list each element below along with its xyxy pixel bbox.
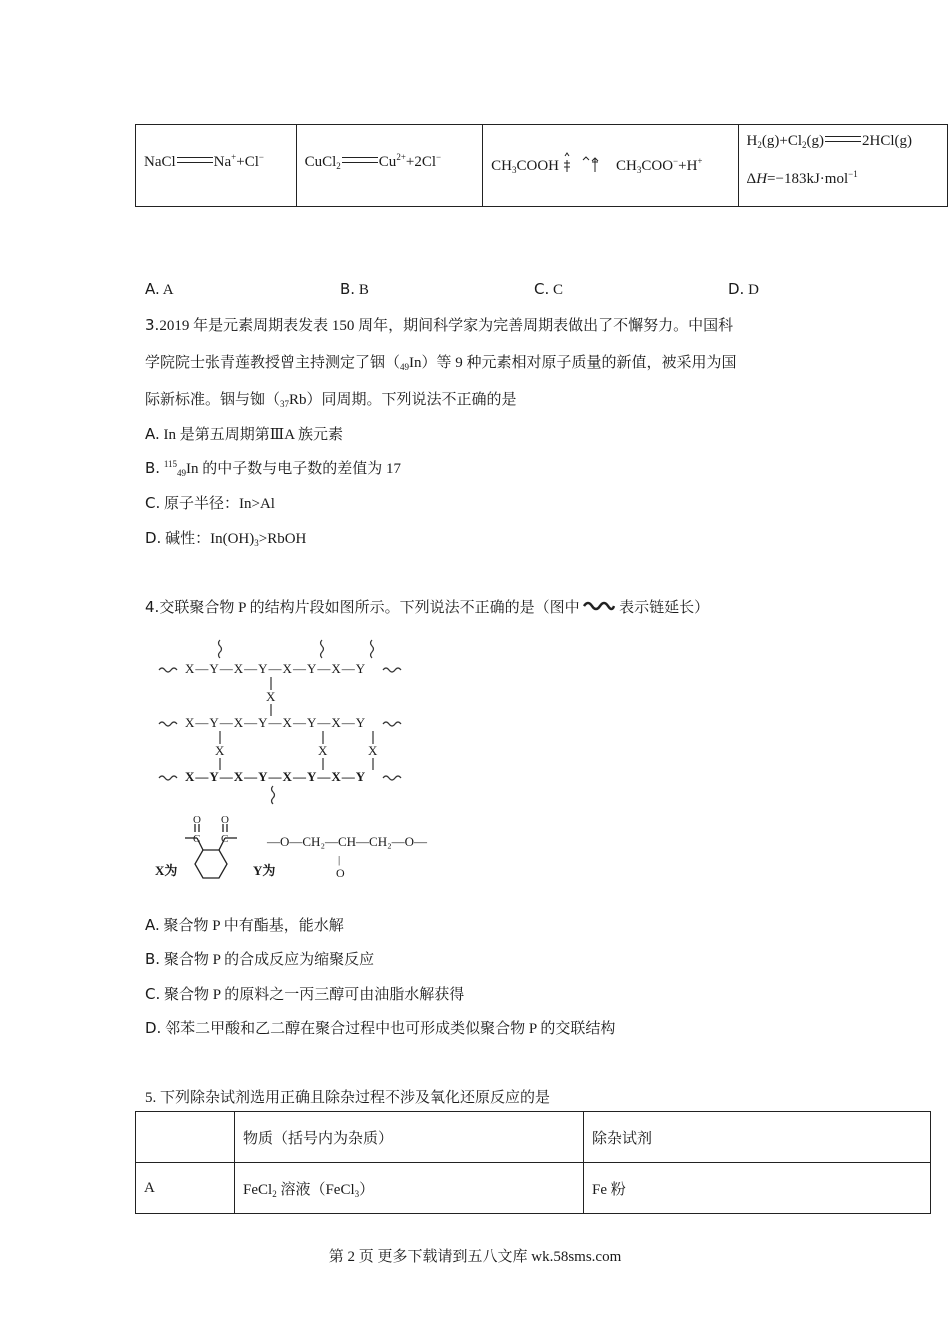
polymer-chain-row-3: X—Y—X—Y—X—Y—X—Y [185,769,367,784]
table-cell-label: A [136,1163,235,1214]
equation-cell-4 [739,125,947,206]
q3-option-c: C. 原子半径：In>Al [145,494,275,512]
q3-stem-line3: 际新标准。铟与铷$(_{37}Rb)$同周期。下列说法不正确的是 [145,392,517,409]
svg-text:X: X [215,743,225,758]
svg-text:X: X [318,743,328,758]
q3-option-a: A. In 是第五周期第ⅢA 族元素 [145,425,343,443]
svg-text:X: X [368,743,378,758]
svg-text:O: O [193,816,201,826]
q4-option-d: D. 邻苯二甲酸和乙二醇在聚合过程中也可形成类似聚合物 P 的交联结构 [145,1019,616,1037]
y-label: Y为 [253,863,276,878]
equation-nacl: NaCl Na++Cl− [144,152,264,170]
polymer-structure-diagram [155,630,428,896]
table-cell-reagent: Fe 粉 [584,1163,931,1214]
q2-option-d: D. D [728,280,759,298]
svg-text:O: O [221,816,229,826]
equation-acetic-acid: $CH_3COOH$ $CH_3COO^-+H^+$ [491,152,702,175]
y-formula: —O—CH₂—CH—CH₂—O— [267,834,428,849]
q5-stem: 5. 下列除杂试剂选用正确且除杂过程不涉及氧化还原反应的是 [145,1090,551,1106]
svg-text:C: C [221,833,229,845]
q4-stem: 4.交联聚合物 P 的结构片段如图所示。下列说法不正确的是（图中 表示链延长） [145,598,710,616]
q2-option-b: B. B [340,280,369,298]
table-cell-substance: FeCl$_2$ 溶液（FeCl$_3$） [235,1163,584,1214]
q2-option-a: A. A [145,280,174,298]
reversible-arrow-icon [563,152,605,174]
equation-cell-2 [297,125,484,206]
q4-option-b: B. 聚合物 P 的合成反应为缩聚反应 [145,950,375,968]
q3-stem-line2: 学院院士张青莲教授曾主持测定了铟$(_{49}In)$等 9 种元素相对原子质量的新值，被采用为国 [145,355,737,372]
polymer-chain-row-2: X—Y—X—Y—X—Y—X—Y [185,715,367,730]
table-header-cell [136,1112,235,1163]
svg-text:X: X [266,689,276,704]
q4-option-a: A. 聚合物 P 中有酯基，能水解 [145,916,344,934]
q3-option-b: B. $^{115}_{49}$In 的中子数与电子数的差值为 17 [145,459,401,478]
equation-hcl: $H_2(g)+Cl_2(g)$ 2HCl(g) [746,133,912,150]
enthalpy-change: ΔH=−183kJ·mol$^{-1}$ [746,169,858,187]
q5-table [135,1111,931,1214]
table-header-row [136,1112,931,1163]
q4-option-c: C. 聚合物 P 的原料之一丙三醇可由油脂水解获得 [145,985,465,1003]
page-footer: 第 2 页 更多下载请到五八文库 wk.58sms.com [328,1249,622,1265]
table-header-cell: 物质（括号内为杂质） [235,1112,584,1163]
svg-text:C: C [193,833,201,845]
q2-option-c: C. C [534,280,564,298]
table-row [136,1163,931,1214]
wavy-chain-icon [583,600,615,612]
y-branch-oxygen: O [336,866,345,880]
equation-cell-3 [483,125,738,206]
x-label: X为 [155,863,178,878]
y-branch-bond: | [338,854,341,866]
polymer-chain-row-1: X—Y—X—Y—X—Y—X—Y [185,661,367,676]
equation-cell-1 [136,125,297,206]
equation-table [135,124,948,207]
q3-option-d: D. 碱性：$In(OH)_3>RbOH$ [145,529,307,548]
equation-cucl2: CuCl$_2$ $Cu^{2+}+2Cl^-$ [304,152,442,171]
table-header-cell: 除杂试剂 [584,1112,931,1163]
q3-stem-line1: 3.2019 年是元素周期表发表 150 周年，期间科学家为完善周期表做出了不懈努力。中国科 [145,316,734,334]
phthalate-ring-icon [173,816,253,896]
